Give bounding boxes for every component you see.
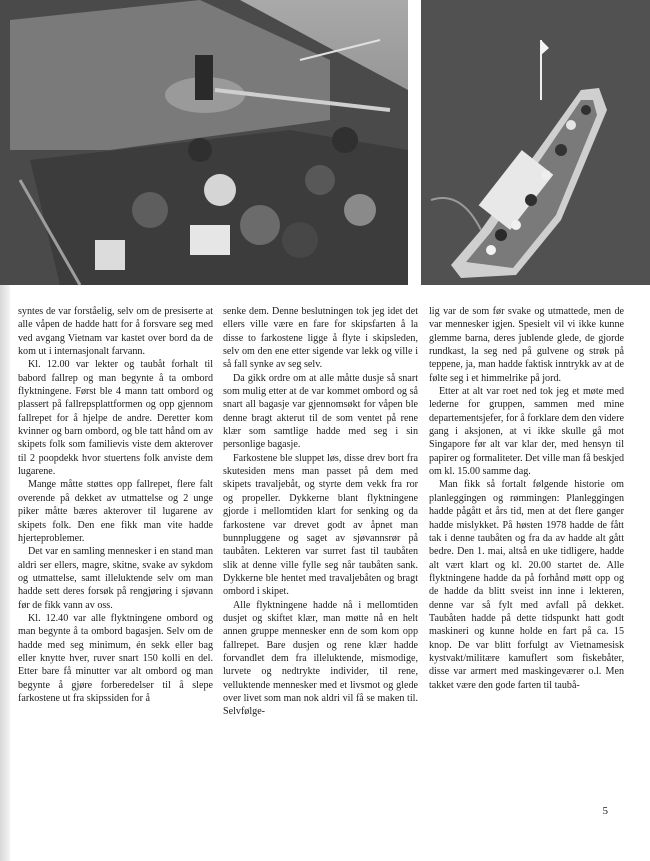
paragraph: Da gikk ordre om at alle måtte dusje så snart som mulig etter at de var kommet ombord og så snart all bagasje var gjennomsøkt for våpen ble denne bragt akterut til de som ventet på rene klær som samtlige hadde med seg i sin personlige bagasje.: [223, 372, 418, 451]
text-column-2: [223, 305, 418, 805]
deck-photo-image: [0, 0, 408, 285]
paragraph: Farkostene ble sluppet løs, disse drev bort fra skutesiden mens man passet på dem med skipets travaljebåt, og styrte dem vekk fra ror og propeller. Dykkerne blant flyktningene gjorde i mellomtiden klart for senking og da farkostene var drevet godt av åpnet man bunnpluggene og saget av sjøvannsrør på taubåten. Lekteren var surret fast til taubåten slik at denne ville fylle seg når taubåten sank. Dykkerne ble hentet med travaljebåten og bragt ombord i skipet.: [223, 452, 418, 598]
paragraph: Man fikk så fortalt følgende historie om planleggingen og rømmingen: Planleggingen hadde pågått et års tid, men at det flere ganger hadde mislykket. På høsten 1978 hadde de fått tak i denne taubåten og fra da av hadde alt gått bedre. Den 1. mai, altså en uke tidligere, hadde alt vært klart og kl. 20.00 startet de. Alle flyktningene hadde da på forhånd møtt opp og de hadde da blitt sveist inn inne i lekteren, denne var så fylt med avfall på dekket. Taubåten hadde på dette tidspunkt hatt godt maskineri og kunne holde en fart på ca. 15 knop. De var blitt forfulgt av Vietnamesisk kystvakt/militære kamuflert som fiskebåter, disse var armert med maskingeværer o.l. Men takket være den gode farten til taubå-: [429, 479, 624, 691]
page-number: 5: [602, 805, 608, 817]
paragraph: Etter at alt var roet ned tok jeg et møte med lederne for gruppen, sammen med mine departementsjefer, for å forklare dem den videre gang i aksjonen, at vi ikke skulle gå mot Singapore før alt var klar der, med hensyn til papirer og formaliteter. Det ville man få beskjed om kl. 15.00 samme dag.: [429, 386, 624, 478]
text-column-3: [429, 305, 624, 805]
text-column-1: [18, 305, 213, 805]
photo-refugees-on-deck: [0, 0, 408, 285]
paragraph: lig var de som før svake og utmattede, men de var mennesker igjen. Spesielt vil vi ikke kunne glemme barna, deres jublende glede, de gjorde rundkast, la seg ned på gulvene og strøk på teppene, ja, man hadde faktisk inntrykk av at de følte seg i et himmelrike på jord.: [429, 306, 624, 384]
paragraph: Alle flyktningene hadde nå i mellomtiden dusjet og skiftet klær, man møtte nå en helt annen gruppe mennesker enn de som kom opp fallrepet. Bare dusjen og rene klær hadde forvandlet dem fra illeluktende, mismodige, lurvete og nedtrykte individer, til rene, velluktende mennesker med et livsmot og glede over livet som man nok aldri vil få se maken til. Selvfølge-: [223, 599, 418, 718]
paragraph: Det var en samling mennesker i en stand man aldri ser ellers, magre, skitne, svake av sykdom og utmattelse, samt illeluktende selv om man hadde sett deres forsøk på rengjøring i sjøvann før de fikk vann av oss.: [18, 546, 213, 611]
paragraph: syntes de var forståelig, selv om de presiserte at alle våpen de hadde hatt for å forsvare seg med ved avgang Vietnam var kastet over bord da de kom ut i internasjonalt farvann.: [18, 306, 213, 358]
paragraph: Mange måtte støttes opp fallrepet, flere falt overende på dekket av utmattelse og 2 unge piker måtte bæres akterover til lugarene av skipets folk. Den ene fikk man vite hadde hjerteproblemer.: [18, 479, 213, 544]
paragraph: Kl. 12.40 var alle flyktningene ombord og man begynte å ta ombord bagasjen. Selv om de hadde med seg minimum, én sekk eller bag eller knytte hver, ruver snart 150 kolli en del. Etter bare få minutter var alt ombord og man begynte å gjøre forberedelser til å slepe farkostene ut fra skipssiden for å: [18, 612, 213, 704]
paragraph: senke dem. Denne beslutningen tok jeg idet det ellers ville være en fare for skipsfarten å la disse to farkostene ligge å flyte i skipsleden, selv om den ene etter sigende var lekk og ville i så fall synke av seg selv.: [223, 306, 418, 371]
photo-refugee-boat-aerial: [421, 0, 650, 285]
paragraph: Kl. 12.00 var lekter og taubåt forhalt til babord fallrep og man begynte å ta ombord flyktningene. Først ble 4 mann tatt ombord og plassert på fallrepsplattformen og opp gjennom fallrepet for å hjelpe de andre. Deretter kom kvinner og barn ombord, og ble tatt hånd om av skipets folk som familievis viste dem akterover til 2 poopdekk hvor stuertens folk anviste dem lugarene.: [18, 359, 213, 478]
article-body: [18, 305, 638, 805]
aerial-boat-image: [421, 0, 650, 285]
